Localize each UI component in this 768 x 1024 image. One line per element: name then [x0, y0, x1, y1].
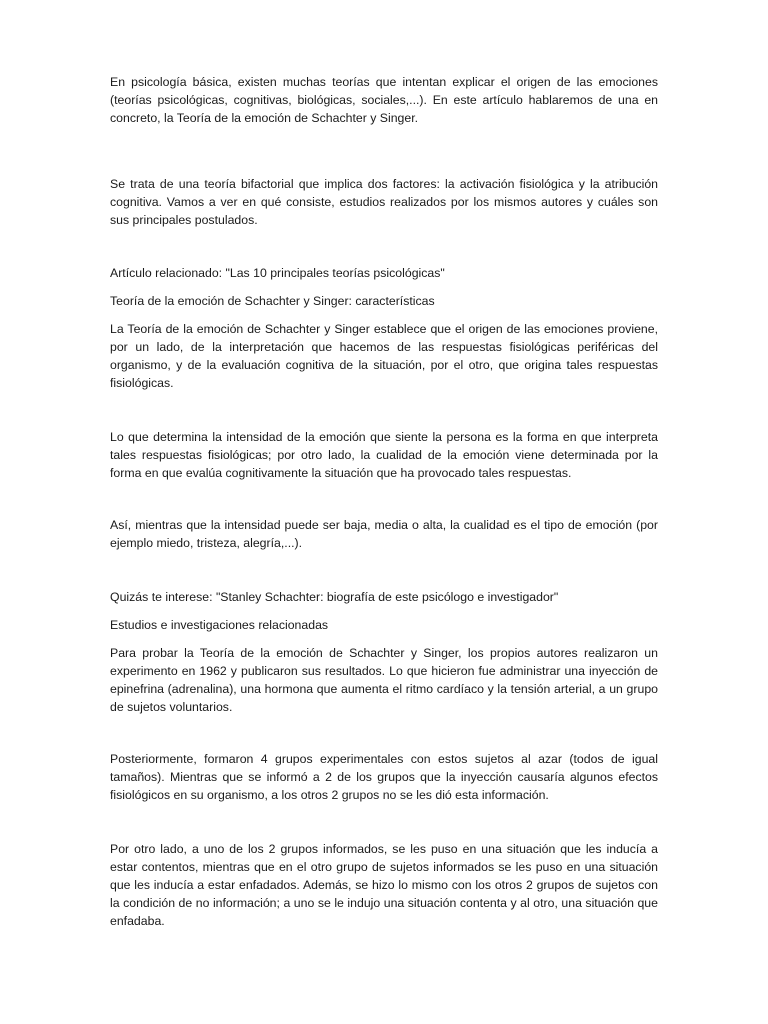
related-biography-line: Quizás te interese: "Stanley Schachter: biografía de este psicólogo e investigador": [110, 590, 559, 604]
paragraph-conditions: Por otro lado, a uno de los 2 grupos informados, se les puso en una situación que les inducía a estar contentos, mientras que en el otro grupo de sujetos informados se les puso en una situación que les inducía a estar enfadados. Además, se hizo lo mismo con los otros 2 grupos de sujetos con la condición de no información; a uno se le indujo una situación contenta y al otro, una situación que enfadaba.: [110, 842, 658, 928]
paragraph-theory-description: La Teoría de la emoción de Schachter y Singer establece que el origen de las emociones proviene, por un lado, de la interpretación que hacemos de las respuestas fisiológicas periféricas del organismo, y de la evaluación cognitiva de la situación, por el otro, que origina tales respuestas fisiológicas.: [110, 322, 658, 390]
paragraph-bifactorial: Se trata de una teoría bifactorial que implica dos factores: la activación fisiológica y la atribución cognitiva. Vamos a ver en qué consiste, estudios realizados por los mismos autores y cuáles son sus principales postulados.: [110, 177, 658, 227]
paragraph-experiment: Para probar la Teoría de la emoción de Schachter y Singer, los propios autores realizaron un experimento en 1962 y publicaron sus resultados. Lo que hicieron fue administrar una inyección de epinefrina (adrenalina), una hormona que aumenta el ritmo cardíaco y la tensión arterial, a un grupo de sujetos voluntarios.: [110, 646, 658, 714]
paragraph-groups: Posteriormente, formaron 4 grupos experimentales con estos sujetos al azar (todos de igual tamaños). Mientras que se informó a 2 de los grupos que la inyección causaría algunos efectos fisiológicos en su organismo, a los otros 2 grupos no se les dió esta información.: [110, 752, 658, 802]
related-article-line: Artículo relacionado: "Las 10 principales teorías psicológicas": [110, 266, 445, 280]
paragraph-intensity: Lo que determina la intensidad de la emoción que siente la persona es la forma en que interpreta tales respuestas fisiológicas; por otro lado, la cualidad de la emoción viene determinada por la forma en que evalúa cognitivamente la situación que ha provocado tales respuestas.: [110, 430, 658, 480]
section-heading-characteristics: Teoría de la emoción de Schachter y Singer: características: [110, 294, 435, 308]
paragraph-intro: En psicología básica, existen muchas teorías que intentan explicar el origen de las emociones (teorías psicológicas, cognitivas, biológicas, sociales,...). En este artículo hablaremos de una en concreto, la Teoría de la emoción de Schachter y Singer.: [110, 75, 658, 125]
paragraph-quality: Así, mientras que la intensidad puede ser baja, media o alta, la cualidad es el tipo de emoción (por ejemplo miedo, tristeza, alegría,...).: [110, 518, 658, 550]
section-heading-studies: Estudios e investigaciones relacionadas: [110, 618, 329, 632]
